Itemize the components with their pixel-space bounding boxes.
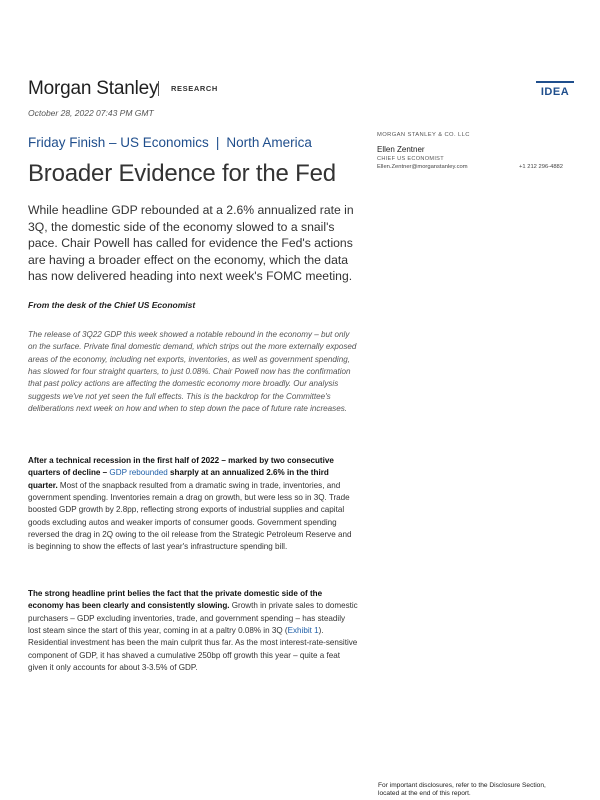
body-paragraph-2 — [28, 588, 358, 674]
publication-date: October 28, 2022 07:43 PM GMT — [28, 108, 154, 118]
series-line — [28, 135, 312, 150]
body-paragraph-1 — [28, 455, 358, 554]
contact-email[interactable]: Ellen.Zentner@morganstanley.com — [377, 164, 468, 170]
para2-text-a: Growth in private sales to domestic purchasers – GDP excluding inventories, trade, and government spending – has steadily lost steam since the start of this year, coming in at a paltry 0.08% in 3Q ( — [28, 601, 358, 636]
gdp-rebounded-link[interactable]: GDP rebounded — [109, 468, 168, 478]
desk-heading: From the desk of the Chief US Economist — [28, 300, 196, 310]
para2-text-b: ). Residential investment has been the main culprit thus far. As the most interest-rate-sensitive component of GDP, it has shaved a cumulative 250bp off growth this year – quite a feat given it only accounts for about 3-3.5% of GDP. — [28, 626, 358, 673]
contact-name: Ellen Zentner — [377, 145, 425, 154]
para1-bold-a: After a technical recession in the first half of 2022 – marked by two consecutive quarters of decline – — [28, 456, 334, 478]
contact-phone: +1 212 296-4882 — [519, 164, 564, 170]
desk-paragraph: The release of 3Q22 GDP this week showed a notable rebound in the economy – but only on the surface. Private final domestic demand, which strips out the more externally exposed areas of the economy, including net exports, inventories, as well as government spending, has slowed for four straight quarters, to just 0.08%. Chair Powell now has the confirmation that past policy actions are affecting the domestic economy more broadly. Our analysis suggests we've not yet seen the full effects. This is the backdrop for the Committee's deliberations next week on how and when to step down the pace of future rate increases. — [28, 330, 357, 414]
summary-paragraph: While headline GDP rebounded at a 2.6% annualized rate in 3Q, the domestic side of the economy slowed to a snail's pace. Chair Powell has called for evidence the Fed's actions are having a broader effect on the economy, which the data has now delivered heading into next week's FOMC meeting. — [28, 203, 354, 283]
series-name: Friday Finish – US Economics — [28, 135, 209, 150]
disclosure-footer — [378, 782, 578, 798]
morgan-stanley-logo: Morgan Stanley — [28, 78, 159, 99]
contact-firm: MORGAN STANLEY & CO. LLC — [377, 132, 470, 138]
footer-line-1: For important disclosures, refer to the Disclosure Section, — [378, 782, 546, 789]
exhibit-1-link[interactable]: Exhibit 1 — [287, 626, 319, 636]
contact-role: CHIEF US ECONOMIST — [377, 156, 444, 162]
logo-divider — [158, 81, 159, 96]
research-label: RESEARCH — [171, 84, 218, 93]
para1-text: Most of the snapback resulted from a dramatic swing in trade, inventories, and government spending. Inventories remain a drag on growth, but were less so in 3Q. Trade boosted GDP growth by 2.8pp, reflecting strong exports of industrial supplies and capital goods excluding autos and weaker imports of consumer goods. Government spending reversed the drag in 2Q owing to the oil release from the Strategic Petroleum Reserve and is beginning to show the effects of last year's infrastructure spending bill. — [28, 480, 352, 552]
series-separator: | — [215, 135, 220, 150]
series-region: North America — [226, 135, 312, 150]
para1-bold-b: sharply at an annualized 2.6% in the third quarter. — [28, 468, 329, 490]
footer-line-2: located at the end of this report. — [378, 790, 471, 798]
idea-tag: IDEA — [536, 81, 574, 98]
report-title: Broader Evidence for the Fed — [28, 160, 336, 187]
para2-bold: The strong headline print belies the fact that the private domestic side of the economy has been clearly and consistently slowing. — [28, 589, 323, 611]
